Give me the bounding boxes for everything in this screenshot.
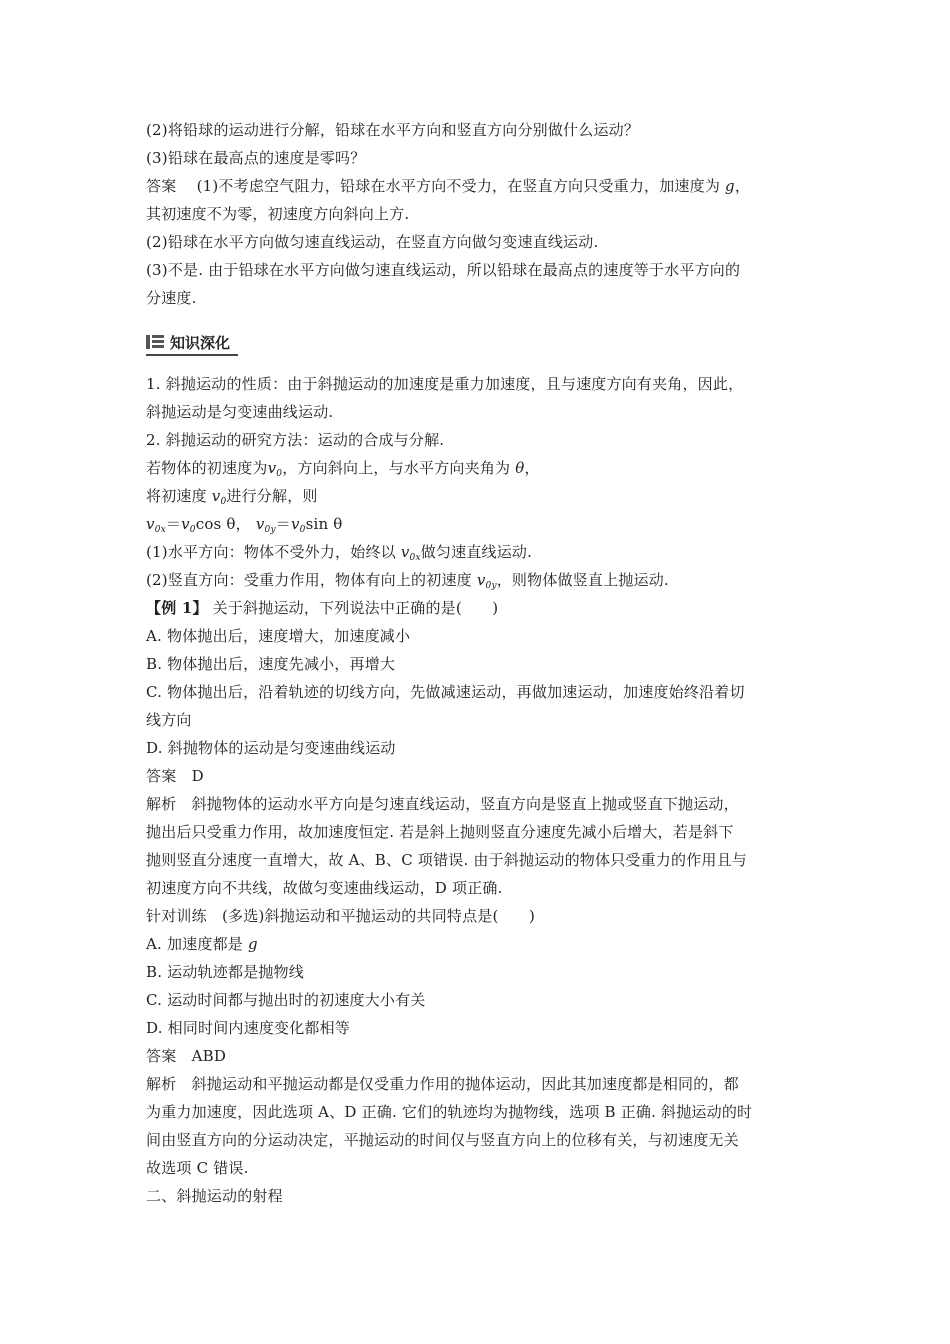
knowledge-1-line-1: 1. 斜抛运动的性质：由于斜抛运动的加速度是重力加速度，且与速度方向有夹角，因此， (146, 375, 744, 393)
answer-3-line-2: 分速度. (146, 289, 197, 307)
example-1-analysis-line-1: 解析 斜抛物体的运动水平方向是匀速直线运动，竖直方向是竖直上抛或竖直下抛运动， (146, 795, 739, 813)
knowledge-2: 2. 斜抛运动的研究方法：运动的合成与分解. (146, 431, 445, 449)
list-icon (146, 335, 164, 349)
answer-label: 答案 (146, 177, 177, 195)
answer-1-line-2: 其初速度不为零，初速度方向斜向上方. (146, 205, 410, 223)
horizontal-direction: (1)水平方向：物体不受外力，始终以 $v_{0x}$做匀速直线运动. (146, 543, 533, 563)
section-2-title: 二、斜抛运动的射程 (146, 1187, 283, 1205)
answer-2: (2)铅球在水平方向做匀速直线运动，在竖直方向做匀变速直线运动. (146, 233, 599, 251)
training-analysis-line-3: 间由竖直方向的分运动决定，平抛运动的时间仅与竖直方向上的位移有关，与初速度无关 (146, 1131, 739, 1149)
training-option-c: C. 运动时间都与抛出时的初速度大小有关 (146, 991, 426, 1009)
training-analysis-line-4: 故选项 C 错误. (146, 1159, 249, 1177)
training-analysis-line-1: 解析 斜抛运动和平抛运动都是仅受重力作用的抛体运动，因此其加速度都是相同的，都 (146, 1075, 739, 1093)
example-1-analysis-line-3: 抛则竖直分速度一直增大，故 A、B、C 项错误. 由于斜抛运动的物体只受重力的作用且与 (146, 851, 748, 869)
velocity-formula: $v_{0x}=v_0\cos$ θ， $v_{0y}=v_0\sin$ θ (146, 515, 343, 535)
training-analysis-line-2: 为重力加速度，因此选项 A、D 正确. 它们的轨迹均为抛物线，选项 B 正确. 斜抛运动的时 (146, 1103, 753, 1121)
section-heading (146, 330, 238, 356)
knowledge-1-line-2: 斜抛运动是匀变速曲线运动. (146, 403, 334, 421)
training-option-b: B. 运动轨迹都是抛物线 (146, 963, 304, 981)
section-divider (146, 354, 238, 356)
example-1-question: 【例 1】 关于斜抛运动，下列说法中正确的是( ) (146, 599, 499, 617)
example-1-option-a: A. 物体抛出后，速度增大，加速度减小 (146, 627, 411, 645)
example-tag: 【例 1】 (146, 599, 208, 617)
section-title: 知识深化 (170, 334, 231, 352)
training-option-d: D. 相同时间内速度变化都相等 (146, 1019, 351, 1037)
question-2: (2)将铅球的运动进行分解，铅球在水平方向和竖直方向分别做什么运动？ (146, 121, 640, 139)
example-1-answer: 答案 D (146, 767, 204, 785)
example-1-analysis-line-2: 抛出后只受重力作用，故加速度恒定. 若是斜上抛则竖直分速度先减小后增大，若是斜下 (146, 823, 734, 841)
answer-3-line-1: (3)不是. 由于铅球在水平方向做匀速直线运动，所以铅球在最高点的速度等于水平方向的 (146, 261, 741, 279)
example-1-option-d: D. 斜抛物体的运动是匀变速曲线运动 (146, 739, 396, 757)
vertical-direction: (2)竖直方向：受重力作用，物体有向上的初速度 $v_{0y}$，则物体做竖直上抛运动. (146, 571, 669, 591)
knowledge-decompose: 将初速度 $v_0$进行分解，则 (146, 487, 318, 507)
answer-1-line-1: 答案 (1)不考虑空气阻力，铅球在水平方向不受力，在竖直方向只受重力，加速度为 g， (146, 177, 751, 195)
example-1-option-b: B. 物体抛出后，速度先减小，再增大 (146, 655, 396, 673)
example-1-option-c-line-2: 线方向 (146, 711, 192, 729)
example-1-option-c-line-1: C. 物体抛出后，沿着轨迹的切线方向，先做减速运动，再做加速运动，加速度始终沿着切 (146, 683, 745, 701)
question-3: (3)铅球在最高点的速度是零吗？ (146, 149, 366, 167)
example-1-analysis-line-4: 初速度方向不共线，故做匀变速曲线运动，D 项正确. (146, 879, 503, 897)
training-option-a: A. 加速度都是 g (146, 935, 258, 953)
knowledge-initial-velocity: 若物体的初速度为$v_0$，方向斜向上，与水平方向夹角为 θ， (146, 459, 540, 479)
training-question: 针对训练 (多选)斜抛运动和平抛运动的共同特点是( ) (146, 907, 536, 925)
training-answer: 答案 ABD (146, 1047, 227, 1065)
